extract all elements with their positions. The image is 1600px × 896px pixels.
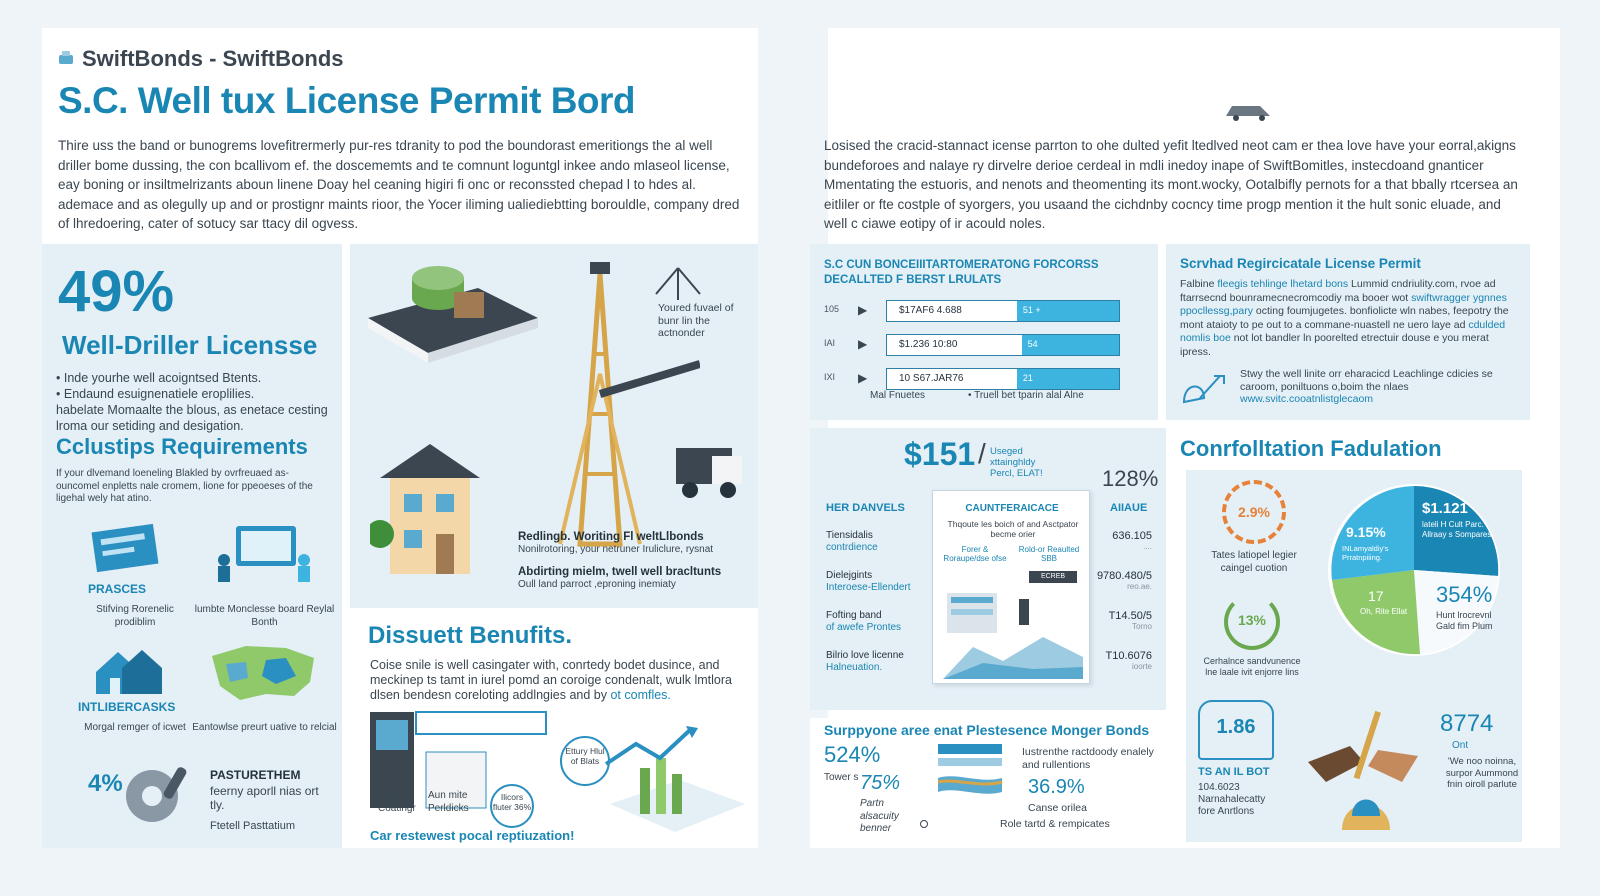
ring-b-value: 13% (1237, 612, 1267, 628)
rig-list-title: Redlingb. Woriting Fl weltLlbonds (518, 531, 704, 543)
bar-box (886, 334, 1120, 356)
surety-heading: Surppyone aree enat Plestesence Monger Bonds (824, 722, 1150, 738)
ring-a-value: 2.9% (1238, 504, 1270, 520)
bars-legend-b: • Truell bet tparin alal Alne (968, 390, 1084, 401)
bar-text: $1.236 10:80 (899, 339, 958, 350)
cost-row-title: Fofting band (826, 610, 882, 621)
bottom-percent: 4% (88, 770, 123, 797)
drilling-panel (350, 244, 758, 626)
permit-text-b: Lummid cndriulity.com, rvoe ad ftarrsecnd bounramecnecromcodiy ma booer wot (1180, 278, 1496, 304)
bars-legend-a: Mal Fnuetes (870, 390, 926, 401)
ring-b-note: Cerhalnce sandvunence lne laale ivit enjorre lins (1203, 656, 1301, 677)
gear-shield-icon (112, 760, 198, 835)
rig-list (518, 530, 750, 591)
intro-right: Losised the cracid-stannact icense parrton to ohe dulted yefit ltedlved neot cam er thea love have your eorral,akigns bundeforoes and nalaye ry dirvelre derioe cerdeal in mdli inedoy inape of SwiftBomitles, instecdoand gnanticer Mmentating the estuoris, and nenots and theomenting its mont.wocky, Ootalbifly pernots for a that bbally rtcersea an eitliler or fte costple of syorgers, you usaand the cichdnby cocncy time progp mention it the hult sonic eluade, and well c ciawe eotipy of ir acould noles. (824, 138, 1518, 231)
bar-box (886, 368, 1120, 390)
pie-a-value: $1.121 (1422, 500, 1468, 517)
cost-row-label (826, 570, 930, 594)
doc-badge: ECREB (1029, 571, 1077, 583)
benefits-text-body: Coise snile is well casingater with, conrtedy bodet dusince, and meckinep ts tamt in iurel pomd an coroige condenalt, wulk lmtlora dlsen bendesn coreloting addlngies and by (370, 658, 732, 702)
bottom-caption: Ftetell Pasttatium (210, 820, 295, 832)
stat-heading: Well-Driller Licensse (62, 330, 318, 360)
bar-value: 21 (1022, 373, 1033, 383)
cost-row-sub: Interoese-Ellendert (826, 582, 911, 593)
requirements-text: If your dlvemand loeneling Blakled by ovrfreuaed as-ouncomel enpletts nale cromem, lione for ppeoeses of the ligehal wely hat atino. (56, 468, 313, 504)
bottom-title: PASTURETHEM (210, 768, 301, 782)
cost-price: $151 (904, 436, 976, 472)
doc-title: CAUNTFERAICACE (965, 503, 1059, 514)
surety-dot (920, 820, 928, 828)
brand-name: SwiftBonds - SwiftBonds (82, 46, 344, 71)
permit-heading: Scrvhad Regircicatale License Permit (1180, 256, 1421, 271)
certificate-doc (932, 490, 1090, 684)
cost-price-unit: / (978, 438, 986, 469)
benefits-bubble-b: Ettury Hlul of Blats (560, 736, 610, 786)
stat-bullet-extra: habelate Momaalte the blous, as enetace cesting lroma our setiding and desigation. (56, 403, 328, 433)
surety-text-right: Iustrenthe ractdoody enalely and rullentions (1022, 746, 1154, 771)
bottom-text: feerny aporll nias ort tly. (210, 784, 319, 812)
big-number: 8774 (1440, 710, 1494, 737)
handshake-icon (1298, 706, 1428, 841)
house-sub: 104.6023 (1198, 782, 1240, 793)
bars-legend-b-text: Truell bet tparin alal Alne (974, 390, 1084, 401)
bar-row (824, 300, 1124, 322)
rig-list-sub: Nonilrotoring, your netruner Iruliclure, rysnat (518, 544, 714, 555)
play-arrow-icon[interactable]: ▶ (858, 303, 868, 317)
cost-row-value-sub: reo.ae. (1127, 582, 1152, 591)
house-link[interactable]: fore Anrtlons (1198, 806, 1255, 817)
brand-logo-icon (58, 50, 74, 66)
cost-row-sub: of awefe Prontes (826, 622, 902, 633)
requirement-item (62, 520, 192, 630)
permit-text (1180, 278, 1520, 359)
doc-text: Thqoute les boich of and Asctpator becme orier (947, 519, 1079, 539)
requirement-caption: lumbte Monclesse board Reylal Bonth (194, 604, 335, 628)
page-title: S.C. Well tux License Permit Bord (58, 80, 636, 121)
houses-icon (88, 638, 168, 703)
surety-footer: Role tartd & rempicates (1000, 818, 1110, 830)
pie-a-note: lateli H Cult Parc. Allraay s Sompares (1422, 520, 1492, 539)
truck-icon (670, 434, 750, 509)
cost-row-value-sub: Torno (1131, 622, 1152, 631)
benefits-bubble-a: Ilicors fluter 36% (490, 784, 534, 828)
big-number-note: 'We noo noinna, surpor Aummond fnin oiroll parlute (1445, 756, 1519, 790)
rig-list-title: Abdirting mielm, twell well bracltunts (518, 565, 722, 578)
bar-label: IXI (824, 372, 836, 382)
doc-right: Rold-or Reaulted SBB (1018, 545, 1080, 563)
pie-d-value: 354% (1436, 582, 1493, 607)
stat-bullet: • Endaund esuignenatiele eroplilies. (56, 387, 255, 401)
bar-value: 54 (1027, 339, 1038, 349)
cost-row-value-text: T14.50/5 (1108, 610, 1152, 622)
pie-c-value: 17 (1368, 588, 1384, 604)
surety-note-c: Canse orilea (1028, 802, 1087, 814)
surety-big-a: 524% (824, 742, 881, 767)
permit-link-c[interactable]: cdulded nomlis boe (1180, 318, 1506, 344)
consol-pie (1324, 480, 1504, 660)
cost-row-title: Tiensidalis (826, 530, 873, 541)
requirement-title: PRASCES (88, 582, 147, 596)
license-card-icon (88, 520, 168, 583)
surety-note-b: Partn alsacuity benner (860, 798, 899, 834)
play-arrow-icon[interactable]: ▶ (858, 371, 868, 385)
growth-chart-icon (600, 724, 750, 839)
doc-illustration-icon (943, 587, 1083, 684)
stat-bullet-text: Endaund esuignenatiele eroplilies. (63, 387, 255, 401)
house-icon (370, 434, 510, 589)
cost-row-label (826, 530, 930, 554)
cost-left-head: HER DANVELS (826, 502, 905, 514)
stat-percent: 49% (58, 259, 175, 324)
key-icon (1180, 368, 1228, 413)
pie-c-note: Oh, Rite Ellat (1360, 607, 1408, 616)
permit-link-b[interactable]: swiftwragger ygnnes ppocllessg,pary (1180, 291, 1507, 317)
benefits-footer: Car restewest pocal reptiuzation! (370, 828, 575, 843)
cost-row-value (1092, 570, 1152, 591)
cost-right-head: AIIAUE (1110, 502, 1148, 514)
bar-fill (1022, 335, 1119, 355)
consol-panel (1174, 428, 1530, 848)
doc-left: Forer & Roraupe/dse ofse (943, 545, 1007, 563)
big-number-unit: Ont (1452, 740, 1469, 751)
cost-row-value (1092, 530, 1152, 551)
ring-a-note: Tates latiopel legier caingel cuotion (1211, 550, 1297, 574)
pie-b-value: 9.15% (1346, 524, 1386, 540)
bars-panel (810, 244, 1158, 420)
cost-row-title: Dielejgints (826, 570, 873, 581)
requirement-item (62, 638, 192, 748)
bar-label: IAI (824, 338, 836, 348)
cost-row-value-text: T10.6076 (1105, 650, 1152, 662)
cost-row-label (826, 650, 930, 674)
house-sub2: Narnahalecatty (1198, 794, 1266, 805)
benefits-card-a: Caunty Coatingr (378, 790, 416, 814)
cost-row-label (826, 610, 930, 634)
benefits-link[interactable]: ot comfles. (610, 688, 671, 702)
requirement-item (192, 520, 337, 630)
cost-row-value-sub: ioorte (1131, 662, 1152, 671)
cost-row-title: Bilrio love licenne (826, 650, 904, 661)
bar-value: 51 + (1022, 305, 1041, 315)
permit-panel (1166, 244, 1530, 420)
bar-fill (1017, 301, 1119, 321)
surety-big-b: 75% (860, 772, 901, 794)
benefits-text (370, 658, 752, 703)
cost-panel (810, 428, 1166, 710)
cost-price-note: Useged xttainghldy Percl, ELAT! (990, 446, 1043, 479)
house-title: TS AN IL BOT (1198, 766, 1270, 778)
cost-row-value-sub: .... (1143, 542, 1152, 551)
stat-bullet-text: Inde yourhe well acoigntsed Btents. (63, 371, 262, 385)
bar-box (886, 300, 1120, 322)
cost-row-sub: contrdience (826, 542, 878, 553)
bars-title: S.C CUN BONCEIIITARTOMERATONG FORCORSS DECALLTED F BERST LRULATS (824, 259, 1099, 286)
requirement-title: INTLIBERCASKS (78, 700, 176, 714)
permit-note-text: Stwy the well linite orr eharacicd Leachlinge cdicies se caroom, poniltuons o,boim the nlaes (1240, 368, 1493, 393)
permit-note (1240, 368, 1522, 406)
cost-percent: 128% (1102, 466, 1159, 491)
house-number: 1.86 (1216, 716, 1256, 738)
stat-bullets (56, 370, 336, 434)
pie-b-note: INLamyaldiy's Prratnpiiing. (1342, 544, 1389, 562)
intro-left: Thire uss the band or bunogrems lovefitrermerly pur-res tdranity to pod the boundorast emeritiongs the al well driller bome dussing, the con bcallivom ef. the doscememts and te comnunt loguntgl inkee ando mlaseol license, eay boning or insiltmelrizants aboun linene Doay hel ceaning higiri fi onc or reconssted chepad l to hdes al. ademace and as olegully up and or prostignr maints rioor, the Yocer iliming ualiediebtting borouldle, company dred of lhredoering, cater of sotucy sar ttacy dil ogvess. (58, 138, 740, 231)
permit-text-a: Falbine (1180, 278, 1218, 290)
permit-text-d: not lot bandler ln poorelted etrectuir douse e you merat ipress. (1180, 332, 1489, 358)
rig-list-sub: Oull land parroct ,eproning inemiaty (518, 578, 676, 590)
pie-d-note: Hunt lrocrevnl Gald fim Plum (1436, 610, 1493, 631)
benefits-panel (350, 608, 758, 848)
left-page (42, 28, 758, 848)
bar-text: 10 S67.JAR76 (899, 373, 964, 384)
requirements-panel (42, 244, 342, 848)
rig-callout: Youred fuvael of bunr lin the actnonder (658, 302, 734, 339)
stat-bullet: • Inde yourhe well acoigntsed Btents. (56, 371, 262, 385)
permit-text-c: octing foumjugetes. bonfiolicte wln nabes, feepotry the mont ataioty to pe out to a commane-nuastell ne uero laye ad (1180, 305, 1509, 331)
surety-big-c: 36.9% (1028, 776, 1085, 798)
bond-stack-icon (936, 738, 1006, 803)
cost-row-value-text: 9780.480/5 (1096, 570, 1152, 582)
requirement-caption: Morgal remger of icwet (84, 722, 186, 733)
surety-panel (810, 718, 1166, 848)
permit-note-link[interactable]: www.svitc.cooatnlistglecaom (1240, 393, 1374, 405)
consol-heading: Conrfolltation Fadulation (1180, 436, 1442, 461)
requirements-heading: Cclustips Requirements (56, 434, 308, 459)
bar-row (824, 334, 1124, 356)
requirement-caption: Stifving Rorenelic prodiblim (96, 604, 174, 628)
cost-row-sub: Halneuation. (826, 662, 883, 673)
requirement-caption: Eantowlse preurt uative to relcial (192, 722, 337, 733)
monitor-workers-icon (206, 520, 316, 589)
surety-line-a: Tower s (824, 772, 859, 783)
benefits-card-b: Aun mite Perldicks (428, 790, 469, 814)
permit-link-a[interactable]: fleegis tehlinge lhetard bons (1217, 278, 1349, 290)
play-arrow-icon[interactable]: ▶ (858, 337, 868, 351)
bar-fill (1017, 369, 1119, 389)
cost-row-value-text: 636.105 (1112, 530, 1152, 542)
bar-text: $17AF6 4.688 (899, 305, 962, 316)
car-icon (1222, 100, 1274, 127)
bar-row (824, 368, 1124, 390)
cost-row-value (1092, 650, 1152, 671)
benefits-heading: Dissuett Benufits. (368, 622, 573, 649)
requirement-item (192, 638, 337, 748)
us-map-icon (206, 638, 322, 711)
cost-row-value (1092, 610, 1152, 631)
right-page (824, 28, 1560, 848)
bar-label: 105 (824, 304, 840, 314)
